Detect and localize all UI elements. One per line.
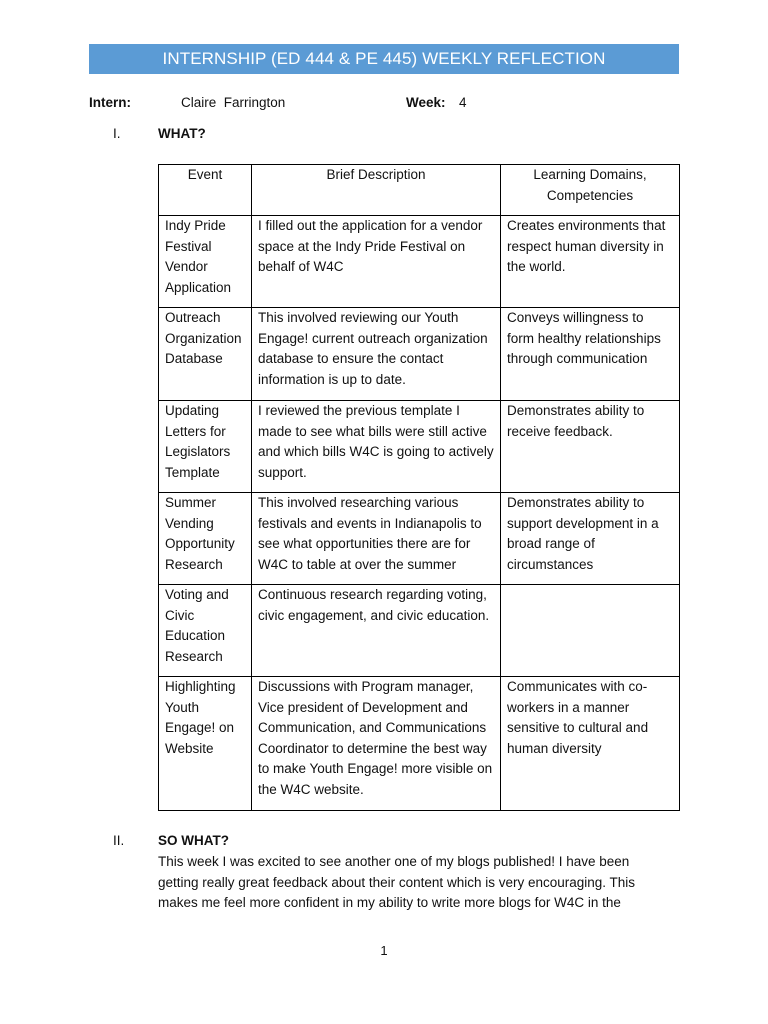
domains-cell: Demonstrates ability to support development in a broad range of circumstances: [501, 493, 680, 585]
section-title: SO WHAT?: [158, 833, 229, 848]
intern-name: Claire Farrington: [181, 95, 286, 110]
event-cell: Summer Vending Opportunity Research: [159, 493, 252, 585]
domains-cell: [501, 585, 680, 677]
domains-cell: Communicates with co-workers in a manner sensitive to cultural and human diversity: [501, 677, 680, 811]
description-cell: This involved researching various festivals and events in Indianapolis to see what opportunities there are for W4C to table at over the summer: [252, 493, 501, 585]
section-title: WHAT?: [158, 126, 206, 141]
event-cell: Highlighting Youth Engage! on Website: [159, 677, 252, 811]
table-header-row: [159, 165, 680, 216]
table-row: [159, 585, 680, 677]
domains-cell: Demonstrates ability to receive feedback.: [501, 401, 680, 493]
description-cell: This involved reviewing our Youth Engage! current outreach organization database to ensure the contact information is up to date.: [252, 308, 501, 401]
table-row: [159, 493, 680, 585]
description-cell: I filled out the application for a vendor space at the Indy Pride Festival on behalf of W4C: [252, 216, 501, 308]
page-number: 1: [380, 943, 388, 958]
domains-cell: Conveys willingness to form healthy relationships through communication: [501, 308, 680, 401]
intern-label: Intern:: [89, 95, 131, 110]
event-cell: Updating Letters for Legislators Template: [159, 401, 252, 493]
week-value: 4: [459, 95, 467, 110]
description-cell: I reviewed the previous template I made to see what bills were still active and which bills W4C is going to actively support.: [252, 401, 501, 493]
page-title: INTERNSHIP (ED 444 & PE 445) WEEKLY REFLECTION: [89, 44, 679, 74]
event-cell: Voting and Civic Education Research: [159, 585, 252, 677]
table-row: [159, 216, 680, 308]
section-number: II.: [113, 833, 125, 848]
table-row: [159, 677, 680, 811]
section-number: I.: [113, 126, 121, 141]
event-cell: Indy Pride Festival Vendor Application: [159, 216, 252, 308]
event-cell: Outreach Organization Database: [159, 308, 252, 401]
column-header: Brief Description: [252, 165, 501, 216]
table-row: [159, 401, 680, 493]
domains-cell: Creates environments that respect human diversity in the world.: [501, 216, 680, 308]
column-header: Learning Domains, Competencies: [501, 165, 680, 216]
reflection-paragraph: This week I was excited to see another one of my blogs published! I have been getting really great feedback about their content which is very encouraging. This makes me feel more confident in my ability to write more blogs for W4C in the: [158, 854, 636, 911]
description-cell: Discussions with Program manager, Vice president of Development and Communication, and Communications Coordinator to determine the best way to make Youth Engage! more visible on the W4C website.: [252, 677, 501, 811]
events-table: [158, 164, 680, 811]
column-header: Event: [159, 165, 252, 216]
table-row: [159, 308, 680, 401]
description-cell: Continuous research regarding voting, civic engagement, and civic education.: [252, 585, 501, 677]
week-label: Week:: [406, 95, 446, 110]
